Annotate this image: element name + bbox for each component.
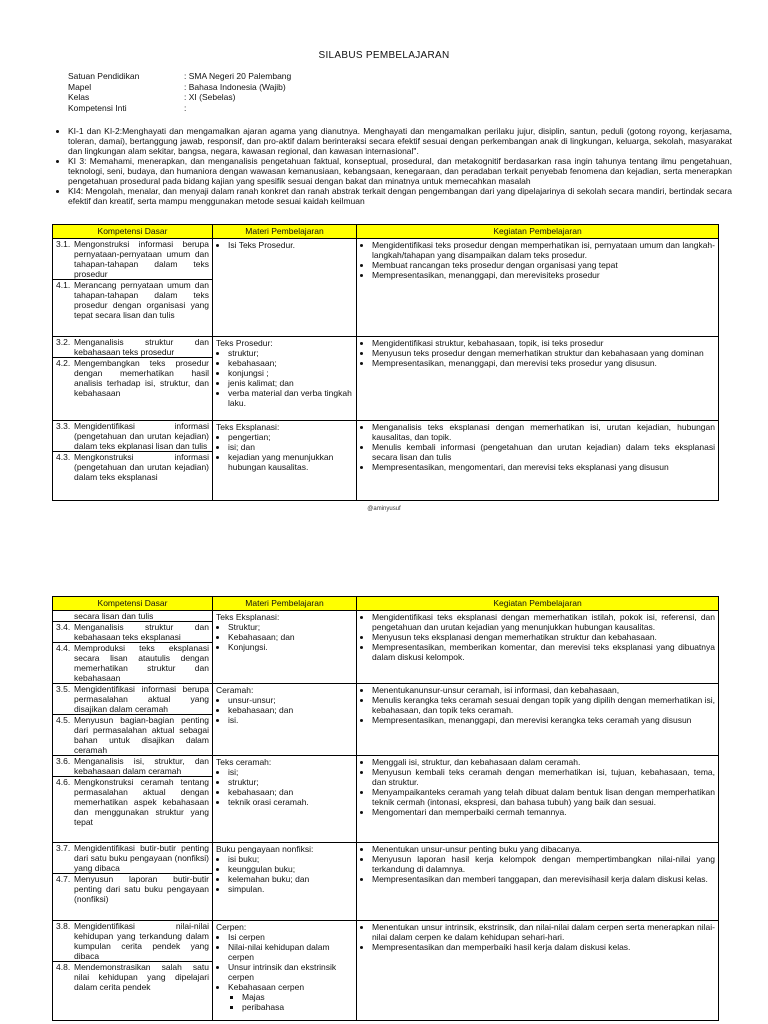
kd-cell [53,421,213,501]
kegiatan-item: • Menentukan unsur intrinsik, ekstrinsik, dan nilai-nilai dalam cerpen serta menerapkan nilai-nilai dalam cerpen ke dalam kehidupan sehari-hari. [372,922,715,942]
kd-number: 3.5. [56,684,71,694]
kd-item [53,715,212,755]
materi-subitem: ▪ Majas [242,992,353,1002]
kegiatan-list [360,685,715,725]
materi-item: • struktur; [228,348,353,358]
materi-item: • simpulan. [228,884,353,894]
materi-list [216,240,353,250]
info-value: : [184,102,187,113]
kegiatan-cell [357,337,719,421]
materi-item: • unsur-unsur; [228,695,353,705]
materi-item: • Unsur intrinsik dan ekstrinsik cerpen [228,962,353,982]
info-row [68,92,291,103]
table-row [53,684,719,756]
kd-text: Mengkonstruksi informasi (pengetahuan dan urutan kejadian) dalam teks eksplanasi [74,452,209,482]
materi-item: • kebahasaan; dan [228,787,353,797]
kd-number: 4.5. [56,715,71,725]
materi-item: • teknik orasi ceramah. [228,797,353,807]
materi-item: • Konjungsi. [228,642,353,652]
kd-item [53,280,212,320]
materi-item: • pengertian; [228,432,353,442]
kd-cell [53,239,213,337]
materi-item: • Isi Teks Prosedur. [228,240,353,250]
kd-item [53,921,212,962]
ki-item: • KI4: Mengolah, menalar, dan menyaji dalam ranah konkret dan ranah abstrak terkait dengan pengembangan dari yang dipelajarinya di sekolah secara mandiri, bertindak secara efektif dan kreatif, serta mampu menggunakan metode sesuai kaidah keilmuan [68,186,732,206]
info-label: Satuan Pendidikan [68,71,140,81]
kegiatan-item: • Menyusun teks eksplanasi dengan memerhatikan struktur dan kebahasaan. [372,632,715,642]
kegiatan-list [360,338,715,368]
kegiatan-list [360,422,715,472]
materi-cell [213,684,357,756]
materi-cell [213,239,357,337]
kd-text: Merancang pernyataan umum dan tahapan-tahapan dalam teks prosedur dengan organisasi yang tepat secara lisan dan tulis [74,280,209,320]
kd-cell [53,684,213,756]
kd-cell [53,843,213,921]
materi-cell [213,921,357,1021]
kd-number: 4.3. [56,452,71,462]
kd-text: Mengidentifikasi nilai-nilai kehidupan yang terkandung dalam kumpulan cerita pendek yang dibaca [74,921,209,961]
ki-item: • KI-1 dan KI-2:Menghayati dan mengamalkan ajaran agama yang dianutnya. Menghayati dan mengamalkan perilaku jujur, disiplin, santun, peduli (gotong royong, kerjasama, toleran, damai), bertanggung jawab, responsif, dan pro-aktif dalam berinteraksi secara efektif sesuai dengan perkembangan anak di lingkungan, keluarga, sekolah, masyarakat dan lingkungan alam sekitar, bangsa, negara, kawasan regional, dan kawasan internasional". [68,126,732,156]
materi-cell [213,611,357,684]
header-kompetensi-dasar: Kompetensi Dasar [53,597,213,611]
materi-list [216,932,353,1012]
info-value: : XI (Sebelas) [184,92,236,103]
kd-number: 3.8. [56,921,71,931]
header-materi: Materi Pembelajaran [213,225,357,239]
info-row [68,71,291,82]
materi-list [216,767,353,807]
kd-text: Mendemonstrasikan salah satu nilai kehidupan yang dipelajari dalam cerita pendek [74,962,209,992]
syllabus-table-1 [52,224,719,501]
kegiatan-item: • Mempresentasikan dan memperbaiki hasil kerja dalam diskusi kelas. [372,942,715,952]
kegiatan-item: • Menggali isi, struktur, dan kebahasaan dalam ceramah. [372,757,715,767]
kd-cell [53,921,213,1021]
kegiatan-item: • Mengidentifikasi teks eksplanasi dengan memerhatikan istilah, pokok isi, referensi, dan pengetahuan dan urutan kejadian yang menunjukkan hubungan kausalitas. [372,612,715,632]
kd-item [53,337,212,358]
kd-text: secara lisan dan tulis [74,611,154,621]
header-kegiatan: Kegiatan Pembelajaran [357,225,719,239]
kd-number: 4.1. [56,280,71,290]
kd-cell [53,756,213,843]
info-label: Kompetensi Inti [68,102,127,113]
materi-cell [213,421,357,501]
kd-item [53,843,212,874]
materi-title: Ceramah: [216,685,254,695]
materi-item: • kelemahan buku; dan [228,874,353,884]
kd-text: Mengkonstruksi ceramah tentang permasalahan aktual dengan memerhatikan aspek kebahasaan dan menggunakan struktur yang tepat [74,777,209,827]
materi-item: • Isi cerpen [228,932,353,942]
kd-text: Mengonstruksi informasi berupa pernyataan-pernyataan umum dan tahapan-tahapan dalam teks prosedur [74,239,209,279]
materi-list [216,622,353,652]
materi-item: • kebahasaan; dan [228,705,353,715]
materi-title: Teks Prosedur: [216,338,273,348]
kegiatan-item: • Menulis kerangka teks ceramah sesuai dengan topik yang dipilih dengan memerhatikan isi, kebahasaan, dan topik teks ceramah. [372,695,715,715]
kd-text: Memproduksi teks eksplanasi secara lisan atautulis dengan memerhatikan struktur dan kebahasaan [74,643,209,683]
kegiatan-item: • Mempresentasikan, mengomentari, dan merevisi teks eksplanasi yang disusun [372,462,715,472]
kd-cell [53,611,213,684]
kd-item [53,239,212,280]
materi-item: • Kebahasaan cerpen [228,982,353,992]
kd-number: 3.6. [56,756,71,766]
kegiatan-item: • Menyusun laporan hasil kerja kelompok dengan mempertimbangkan nilai-nilai yang terkandung di dalamnya. [372,854,715,874]
materi-list [216,854,353,894]
kd-item [53,777,212,827]
kompetensi-inti-list [52,126,732,206]
kegiatan-cell [357,756,719,843]
info-row [68,103,291,114]
kd-text: Menganalisis struktur dan kebahasaan teks prosedur [74,337,209,357]
info-value: : SMA Negeri 20 Palembang [184,71,292,81]
materi-item: • jenis kalimat; dan [228,378,353,388]
table-row [53,337,719,421]
kd-text: Menganalisis isi, struktur, dan kebahasaan dalam ceramah [74,756,209,776]
ki-item: • KI 3: Memahami, menerapkan, dan menganalisis pengetahuan faktual, konseptual, prosedural, dan metakognitif berdasarkan rasa ingin tahunya tentang ilmu pengetahuan, teknologi, seni, budaya, dan humaniora dengan wawasan kemanusiaan, kebangsaan, kenegaraan, dan peradaban terkait penyebab fenomena dan kejadian, serta menerapkan pengetahuan prosedural pada bidang kajian yang spesifik sesuai dengan bakat dan minatnya untuk memecahkan masalah [68,156,732,186]
materi-item: • keunggulan buku; [228,864,353,874]
kegiatan-item: • Menyusun kembali teks ceramah dengan memerhatikan isi, tujuan, kebahasaan, tema, dan struktur. [372,767,715,787]
kd-item [53,622,212,643]
materi-title: Buku pengayaan nonfiksi: [216,844,314,854]
table-row [53,921,719,1021]
materi-item: • kebahasaan; [228,358,353,368]
kegiatan-item: • Mengidentifikasi teks prosedur dengan memperhatikan isi, pernyataan umum dan langkah-langkah/tahapan yang disampaikan dalam teks prosedur. [372,240,715,260]
kd-text: Menganalisis struktur dan kebahasaan teks eksplanasi [74,622,209,642]
table-row [53,756,719,843]
document-title: SILABUS PEMBELAJARAN [318,50,450,61]
kd-number: 3.1. [56,239,71,249]
kegiatan-item: • Mempresentasikan dan memberi tanggapan, dan merevisihasil kerja dalam diskusi kelas. [372,874,715,884]
kd-item [53,643,212,683]
kd-number: 4.6. [56,777,71,787]
kegiatan-item: • Mengidentifikasi struktur, kebahasaan, topik, isi teks prosedur [372,338,715,348]
kegiatan-list [360,612,715,662]
kegiatan-item: • Menentukanunsur-unsur ceramah, isi informasi, dan kebahasaan, [372,685,715,695]
kd-number: 4.2. [56,358,71,368]
kd-number: 3.2. [56,337,71,347]
kd-text: Menyusun bagian-bagian penting dari permasalahan aktual sebagai bahan untuk disajikan dalam ceramah [74,715,209,755]
kegiatan-item: • Mempresentasikan, menanggapi, dan merevisiteks prosedur [372,270,715,280]
materi-list [216,348,353,408]
table-row [53,843,719,921]
kd-number: 3.3. [56,421,71,431]
kd-text: Mengidentifikasi informasi berupa permasalahan aktual yang disajikan dalam ceramah [74,684,209,714]
materi-cell [213,756,357,843]
kegiatan-list [360,757,715,817]
kd-text: Mengidentifikasi butir-butir penting dari satu buku pengayaan (nonfiksi) yang dibaca [74,843,209,873]
kd-number: 3.4. [56,622,71,632]
materi-item: • Struktur; [228,622,353,632]
table-row [53,239,719,337]
kd-text: Mengembangkan teks prosedur dengan memerhatikan hasil analisis terhadap isi, struktur, dan kebahasaan [74,358,209,398]
kd-text: Menyusun laporan butir-butir penting dari satu buku pengayaan (nonfiksi) [74,874,209,904]
kegiatan-item: • Mempresentasikan, menanggapi, dan merevisi kerangka teks ceramah yang disusun [372,715,715,725]
kd-item [53,874,212,904]
kegiatan-item: • Menulis kembali informasi (pengetahuan dan urutan kejadian) dalam teks eksplanasi secara lisan dan tulis [372,442,715,462]
kd-item [53,962,212,992]
header-kegiatan: Kegiatan Pembelajaran [357,597,719,611]
footer-credit: @aminyusuf [367,506,401,512]
kegiatan-item: • Menganalisis teks eksplanasi dengan memerhatikan isi, urutan kejadian, hubungan kausalitas, dan topik. [372,422,715,442]
info-value: : Bahasa Indonesia (Wajib) [184,81,286,92]
table-row [53,421,719,501]
kd-item [53,421,212,452]
materi-item: • verba material dan verba tingkah laku. [228,388,353,408]
kegiatan-item: • Membuat rancangan teks prosedur dengan organisasi yang tepat [372,260,715,270]
kegiatan-item: • Mempresentasikan, memberikan komentar, dan merevisi teks eksplanasi yang dibuatnya dalam diskusi kelompok. [372,642,715,662]
kd-number [53,611,74,621]
kd-text: Mengidentifikasi informasi (pengetahuan dan urutan kejadian) dalam teks ekplanasi lisan dan tulis [74,421,209,451]
kd-number: 4.8. [56,962,71,972]
kegiatan-item: • Mengomentari dan memperbaiki cermah temannya. [372,807,715,817]
materi-item: • isi. [228,715,353,725]
materi-item: • kejadian yang menunjukkan hubungan kausalitas. [228,452,353,472]
materi-item: • struktur; [228,777,353,787]
materi-item: • Kebahasaan; dan [228,632,353,642]
materi-item: • isi buku; [228,854,353,864]
kegiatan-item: • Menyampaikanteks ceramah yang telah dibuat dalam bentuk lisan dengan memperhatikan teknik cermah (intonasi, ekspresi, dan bahasa tubuh) yang baik dan sesuai. [372,787,715,807]
syllabus-table-2 [52,596,719,1021]
materi-item: • Nilai-nilai kehidupan dalam cerpen [228,942,353,962]
kegiatan-item: • Menentukan unsur-unsur penting buku yang dibacanya. [372,844,715,854]
kd-item [53,358,212,398]
kegiatan-list [360,922,715,952]
materi-cell [213,843,357,921]
materi-title: Cerpen: [216,922,247,932]
kd-number: 3.7. [56,843,71,853]
materi-title: Teks ceramah: [216,757,272,767]
info-label: Mapel [68,81,92,92]
kegiatan-cell [357,921,719,1021]
materi-title: Teks Eksplanasi: [216,612,280,622]
table-header-row [53,225,719,239]
kd-item [53,452,212,482]
materi-title: Teks Eksplanasi: [216,422,280,432]
materi-subitem: ▪ peribahasa [242,1002,353,1012]
materi-item: • konjungsi ; [228,368,353,378]
kd-cell [53,337,213,421]
kd-item [53,611,212,622]
kegiatan-item: • Mempresentasikan, menanggapi, dan merevisi teks prosedur yang disusun. [372,358,715,368]
kegiatan-cell [357,421,719,501]
materi-item: • isi; dan [228,442,353,452]
identity-block [68,71,291,113]
materi-list [216,695,353,725]
materi-cell [213,337,357,421]
kegiatan-cell [357,684,719,756]
info-row [68,82,291,93]
kd-item [53,756,212,777]
kd-item [53,684,212,715]
kegiatan-list [360,844,715,884]
header-kompetensi-dasar: Kompetensi Dasar [53,225,213,239]
table-row [53,611,719,684]
header-materi: Materi Pembelajaran [213,597,357,611]
materi-list [216,432,353,472]
materi-sublist [228,992,353,1012]
table-header-row [53,597,719,611]
kd-number: 4.4. [56,643,71,653]
kegiatan-cell [357,843,719,921]
materi-item: • isi; [228,767,353,777]
kegiatan-item: • Menyusun teks prosedur dengan memerhatikan struktur dan kebahasaan yang dominan [372,348,715,358]
info-label: Kelas [68,92,90,103]
kegiatan-cell [357,611,719,684]
kegiatan-list [360,240,715,280]
kegiatan-cell [357,239,719,337]
kd-number: 4.7. [56,874,71,884]
